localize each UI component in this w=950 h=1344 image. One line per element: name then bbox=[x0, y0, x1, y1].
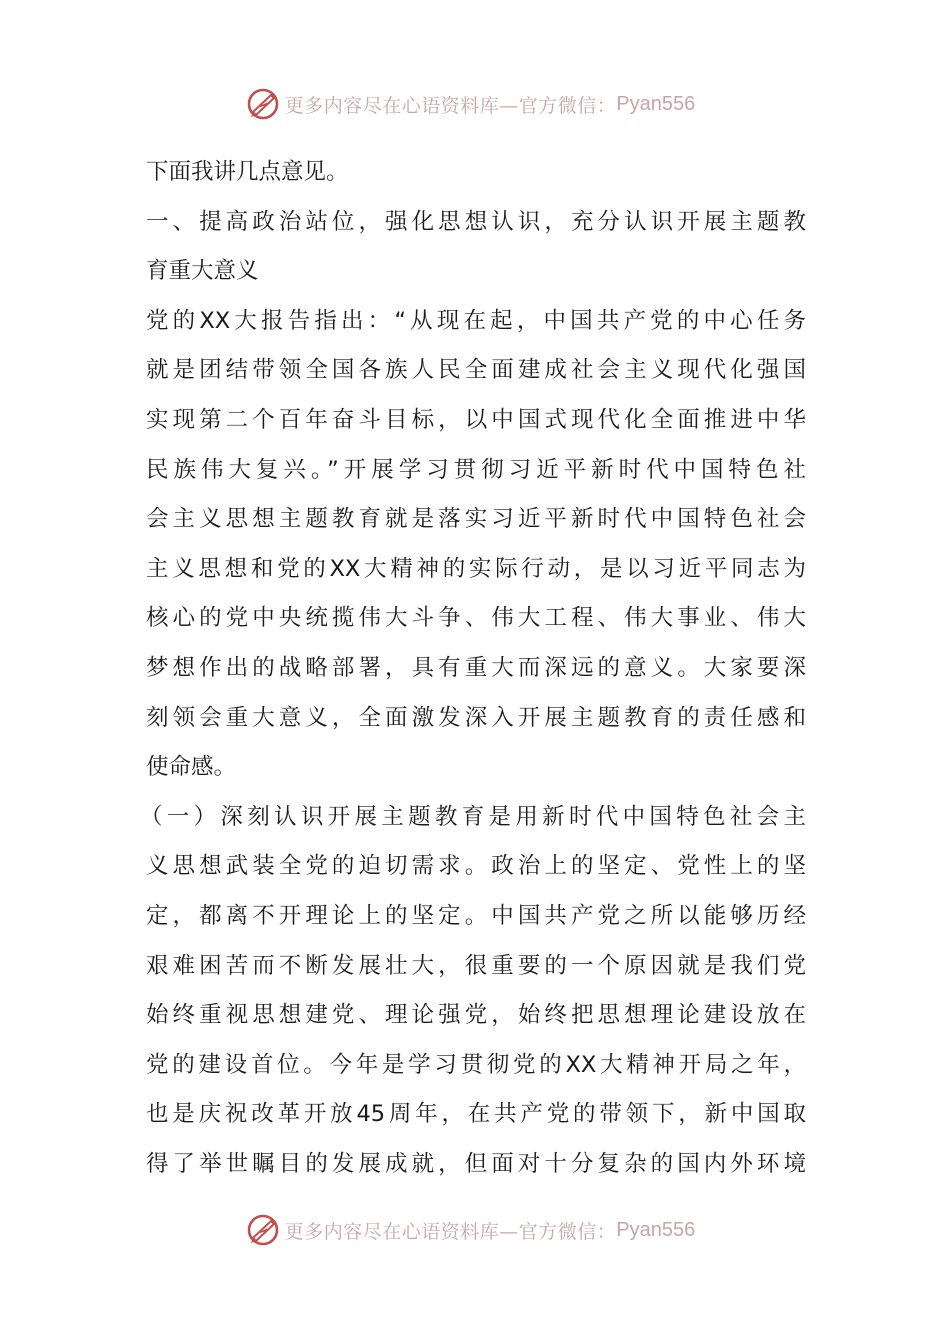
body-line: 得了举世瞩目的发展成就，但面对十分复杂的国内外环境 bbox=[146, 1150, 806, 1177]
body-line: 使命感。 bbox=[146, 754, 237, 781]
body-line: 党的建设首位。今年是学习贯彻党的XX大精神开局之年， bbox=[146, 1051, 806, 1078]
section-heading-line: 一、提高政治站位，强化思想认识，充分认识开展主题教 bbox=[146, 208, 806, 235]
body-line: 民族伟大复兴。”开展学习贯彻习近平新时代中国特色社 bbox=[146, 456, 806, 483]
body-line: 梦想作出的战略部署，具有重大而深远的意义。大家要深 bbox=[146, 654, 806, 681]
document-body bbox=[140, 148, 806, 1189]
body-line: 刻领会重大意义，全面激发深入开展主题教育的责任感和 bbox=[146, 704, 806, 731]
banner-wechat-id: Pyan556 bbox=[616, 92, 696, 115]
body-line: 会主义思想主题教育就是落实习近平新时代中国特色社会 bbox=[146, 506, 806, 533]
header-watermark-banner bbox=[0, 84, 950, 124]
body-line: 义思想武装全党的迫切需求。政治上的坚定、党性上的坚 bbox=[146, 853, 806, 880]
body-line: 始终重视思想建党、理论强党，始终把思想理论建设放在 bbox=[146, 1002, 806, 1029]
body-line: 党的XX大报告指出：“从现在起，中国共产党的中心任务 bbox=[146, 307, 806, 334]
body-line: 艰难困苦而不断发展壮大，很重要的一个原因就是我们党 bbox=[146, 952, 806, 979]
body-line: 核心的党中央统揽伟大斗争、伟大工程、伟大事业、伟大 bbox=[146, 605, 806, 632]
body-line: 也是庆祝改革开放45周年，在共产党的带领下，新中国取 bbox=[146, 1101, 806, 1128]
banner-wechat-id: Pyan556 bbox=[616, 1218, 696, 1241]
pen-logo-icon bbox=[245, 86, 281, 122]
body-line: 定，都离不开理论上的坚定。中国共产党之所以能够历经 bbox=[146, 902, 806, 929]
pen-logo-icon bbox=[245, 1212, 281, 1248]
footer-watermark-banner bbox=[0, 1210, 950, 1250]
banner-text: 更多内容尽在心语资料库—官方微信： bbox=[284, 1220, 617, 1243]
banner-text: 更多内容尽在心语资料库—官方微信： bbox=[284, 94, 617, 117]
body-line: 主义思想和党的XX大精神的实际行动，是以习近平同志为 bbox=[146, 555, 806, 582]
body-line: 就是团结带领全国各族人民全面建成社会主义现代化强国 bbox=[146, 357, 806, 384]
section-heading-line: 育重大意义 bbox=[146, 258, 259, 285]
body-line: 下面我讲几点意见。 bbox=[146, 159, 349, 185]
body-line: 实现第二个百年奋斗目标，以中国式现代化全面推进中华 bbox=[146, 406, 806, 433]
body-line: （一）深刻认识开展主题教育是用新时代中国特色社会主 bbox=[140, 803, 806, 830]
